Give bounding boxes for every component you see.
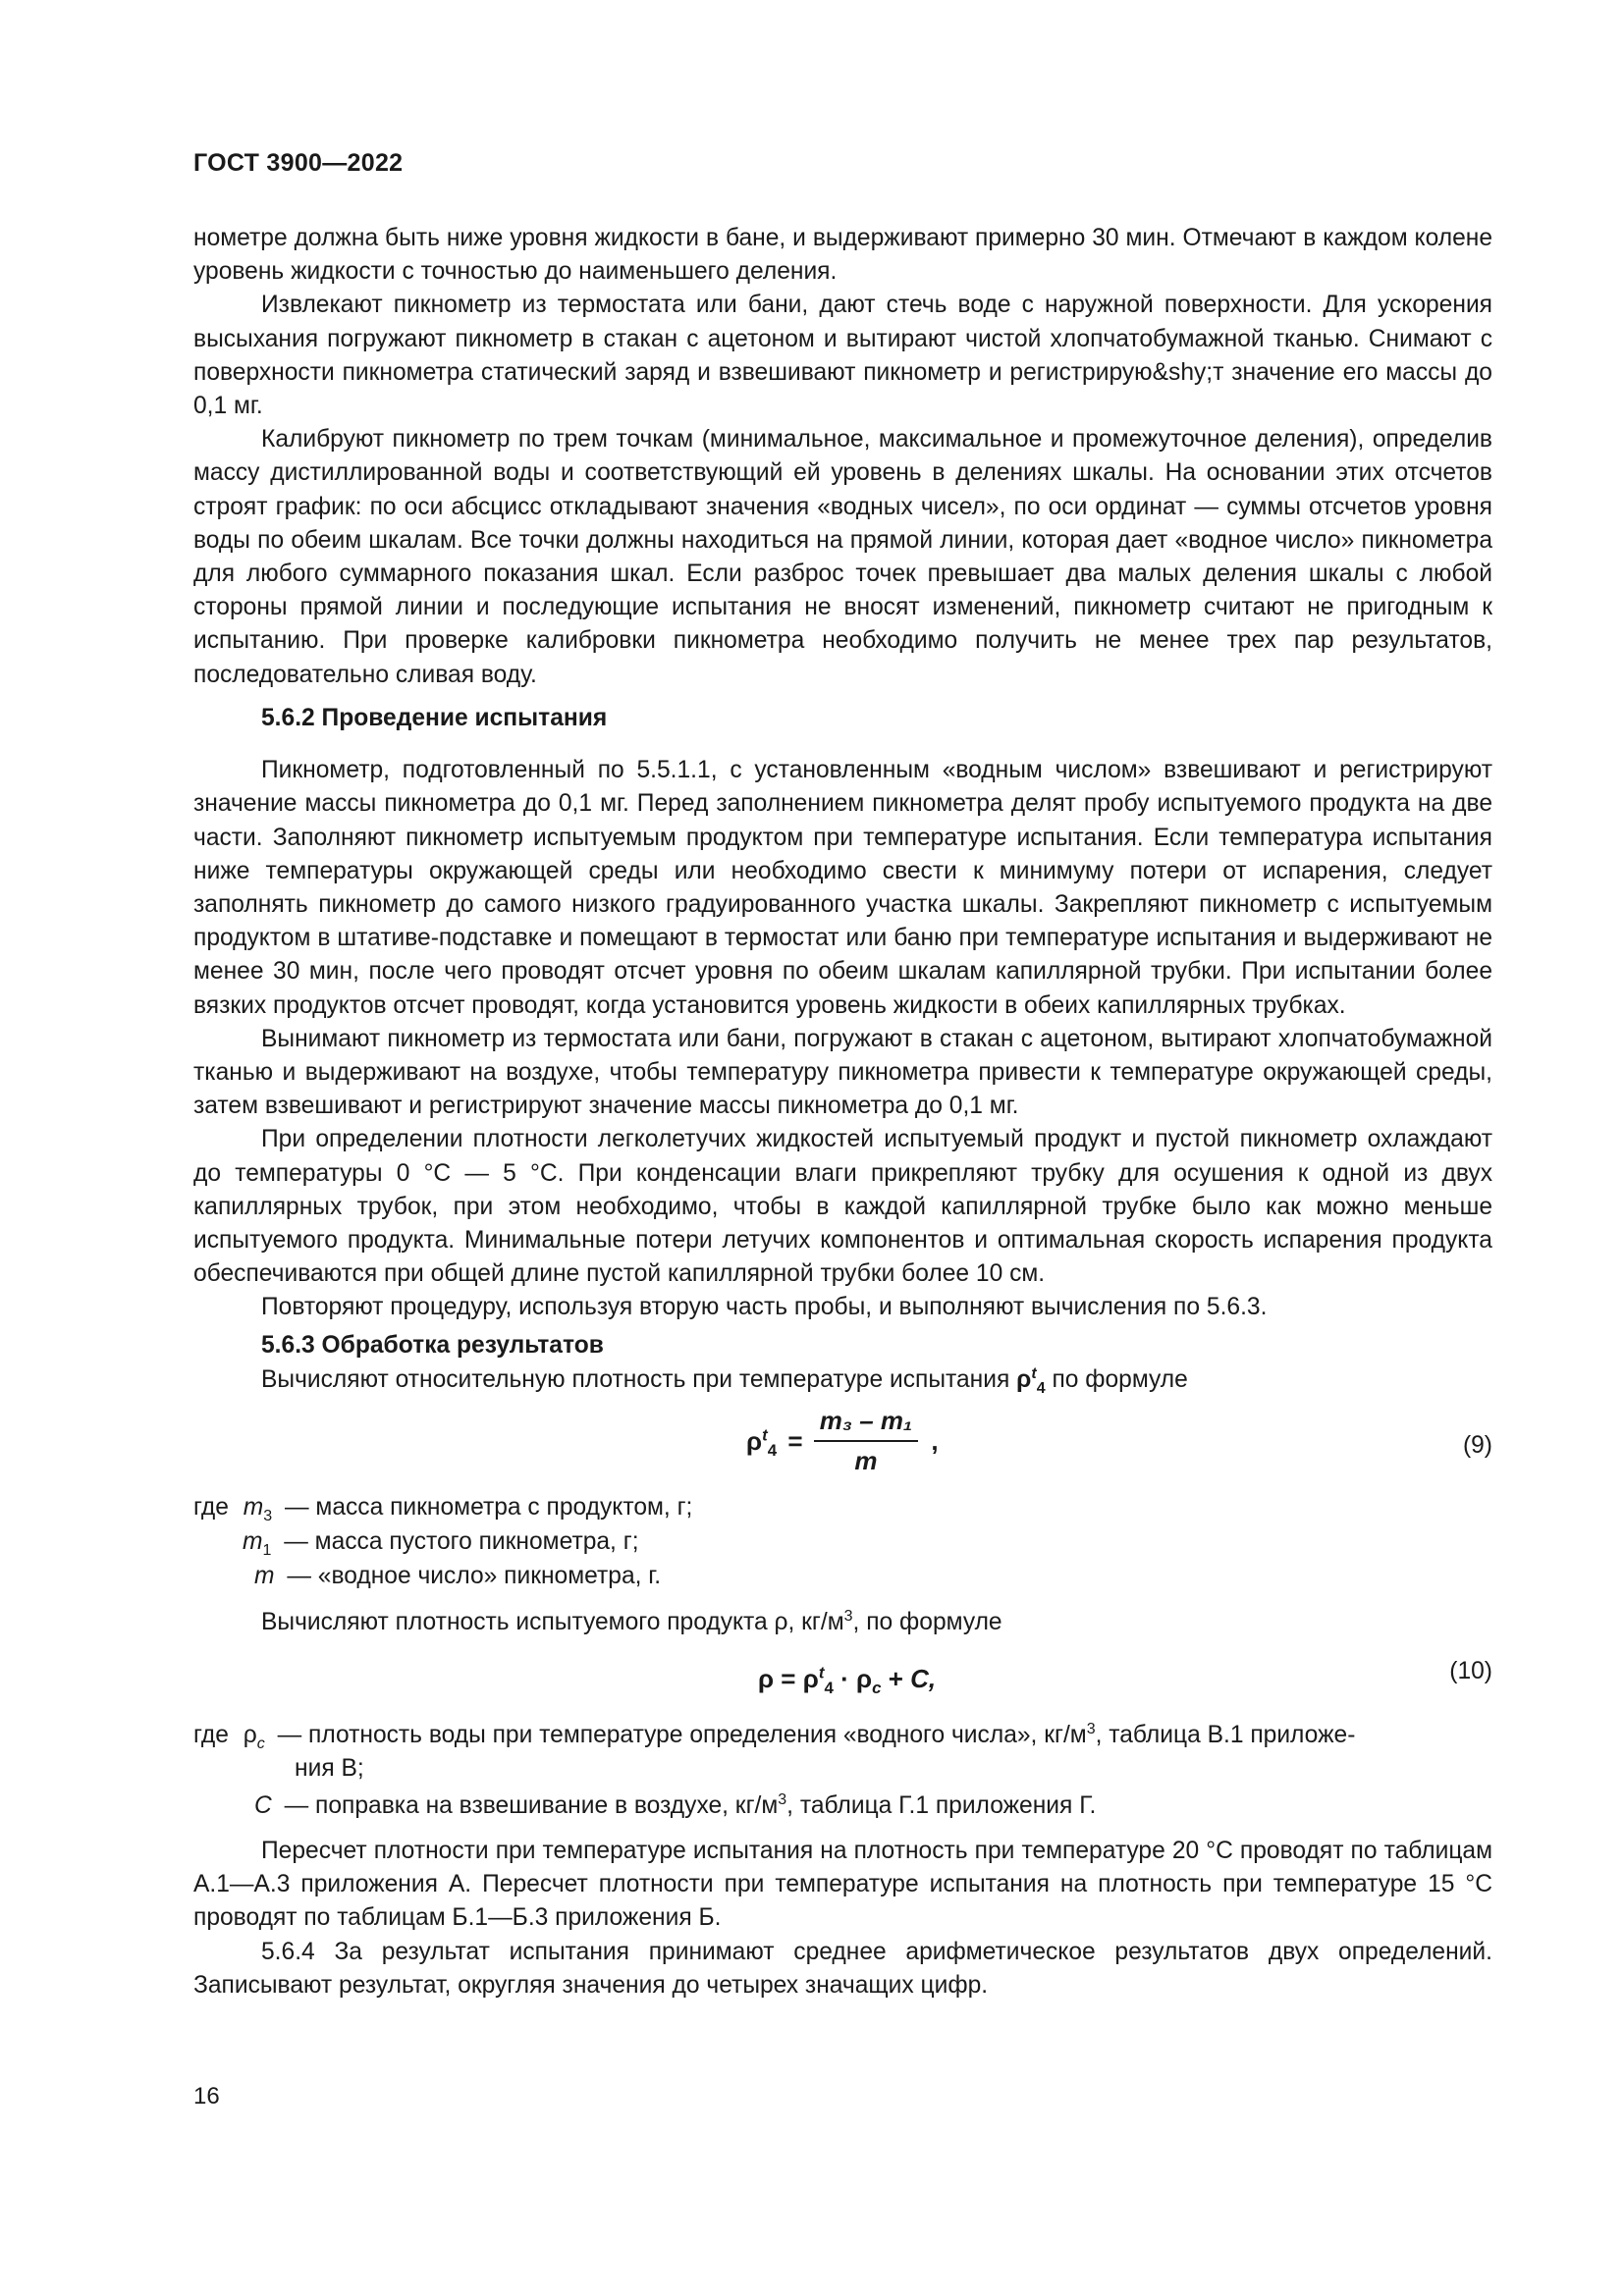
formula-9: $\rho^t_4$ = $\frac{\text{m₃ – m₁}}{m}$ , <box>746 1406 939 1475</box>
paragraph: Пикнометр, подготовленный по 5.5.1.1, с установленным «водным числом» взвешивают и регистрируют значение массы пикнометра до 0,1 мг. Перед заполнением пикнометра делят пробу испытуемого продукта на две части. Заполняют пикнометр испытуемым продуктом при температуре испытания. Если температура испытания ниже температуры окружающей среды или необходимо свести к минимуму потери от испарения, следует заполнять пикнометр до самого низкого градуированного участка шкалы. Закрепляют пикнометр с испытуемым продуктом в штативе-подставке и помещают в термостат или баню при температуре испытания и выдерживают не менее 30 мин, после чего проводят отсчет уровня по обеим шкалам капиллярной трубки. При испытании более вязких продуктов отсчет проводят, когда установится уровень жидкости в обеих капиллярных трубках. <box>193 757 1492 1019</box>
paragraph: Вынимают пикнометр из термостата или бани, погружают в стакан с ацетоном, вытирают хлопчатобумажной тканью и выдерживают на воздухе, чтобы температуру пикнометра привести к температуре окружающей среды, затем взвешивают и регистрируют значение массы пикнометра до 0,1 мг. <box>193 1025 1492 1120</box>
formula-intro-9: Вычисляют относительную плотность при температуре испытания $\rho^t_4$ по формуле <box>261 1364 1188 1397</box>
formula-10: $\rho = \rho^t_4 \cdot \rho_c + C$, <box>758 1663 937 1698</box>
equation-number-9: (9) <box>1462 1432 1492 1459</box>
paragraph: нометре должна быть ниже уровня жидкости в бане, и выдерживают примерно 30 мин. Отмечают в каждом колене уровень жидкости с точностью до наименьшего деления. <box>193 225 1492 286</box>
paragraph: Повторяют процедуру, используя вторую часть пробы, и выполняют вычисления по 5.6.3. <box>261 1294 1268 1321</box>
formula-intro-10: Вычисляют плотность испытуемого продукта ρ, $кг/м^3$, по формуле <box>261 1607 1002 1635</box>
document-header: ГОСТ 3900—2022 <box>193 149 404 177</box>
paragraph: Пересчет плотности при температуре испытания на плотность при температуре 20 °С проводят по таблицам А.1—А.3 приложения А. Пересчет плотности при температуре испытания на плотность при температуре 15 °С проводят по таблицам Б.1—Б.3 приложения Б. <box>193 1838 1492 1932</box>
section-heading: 5.6.3 Обработка результатов <box>261 1332 604 1359</box>
text-block-intro <box>193 222 1492 692</box>
paragraph-5-6-4: 5.6.4 За результат испытания принимают среднее арифметическое результатов двух определений. Записывают результат, округляя значения до четырех значащих цифр. <box>193 1938 1492 1999</box>
text-block-recalc <box>193 1835 1492 2002</box>
rho-symbol: ρ <box>1016 1366 1032 1393</box>
section-heading: 5.6.2 Проведение испытания <box>261 705 608 731</box>
section-5-6-3 <box>193 1329 1492 1362</box>
variables-list-9 <box>193 1491 692 1594</box>
variable-row-continued: ния В; <box>295 1755 364 1782</box>
paragraph: Калибруют пикнометр по трем точкам (минимальное, максимальное и промежуточное деления), определив массу дистиллированной воды и соответствующий ей уровень в делениях шкалы. На основании этих отсчетов строят график: по оси абсцисс откладывают значения «водных чисел», по оси ординат — суммы отсчетов уровня воды по обеим шкалам. Все точки должны находиться на прямой линии, которая дает «водное число» пикнометра для любого суммарного показания шкал. Если разброс точек превышает два малых деления шкалы с любой стороны прямой линии и последующие испытания не вносят изменений, пикнометр считают не пригодным к испытанию. При проверке калибровки пикнометра необходимо получить не менее трех пар результатов, последовательно сливая воду. <box>193 426 1492 688</box>
section-5-6-2 <box>193 702 1492 1325</box>
variable-row: где $\rho_c$ — плотность воды при температуре определения «водного числа», $кг/м^3$, таблица В.1 приложе- <box>193 1720 1356 1752</box>
paragraph: При определении плотности легколетучих жидкостей испытуемый продукт и пустой пикнометр охлаждают до температуры 0 °С — 5 °С. При конденсации влаги прикрепляют трубку для осушения к одной из двух капиллярных трубок, при этом необходимо, чтобы в каждой капиллярной трубке было как можно меньше испытуемого продукта. Минимальные потери летучих компонентов и оптимальная скорость испарения продукта обеспечиваются при общей длине пустой капиллярной трубки более 10 см. <box>193 1126 1492 1288</box>
page-number: 16 <box>193 2083 220 2109</box>
variable-row: C — поправка на взвешивание в воздухе, $кг/м^3$, таблица Г.1 приложения Г. <box>254 1790 1097 1819</box>
fraction: $\frac{\text{m₃ – m₁}}{m}$ <box>814 1406 918 1476</box>
variable-row: m — «водное число» пикнометра, г. <box>254 1563 662 1589</box>
equation-number-10: (10) <box>1449 1658 1492 1684</box>
paragraph: Извлекают пикнометр из термостата или бани, дают стечь воде с наружной поверхности. Для ускорения высыхания погружают пикнометр в стакан с ацетоном и вытирают чистой хлопчатобумажной тканью. Снимают с поверхности пикнометра статический заряд и взвешивают пикнометр и регистрирую&shy;т значение его массы до 0,1 мг. <box>193 292 1492 420</box>
variables-list-10 <box>193 1719 1492 1823</box>
variable-row: где $m_3$ — масса пикнометра с продуктом, г; <box>193 1494 693 1524</box>
variable-row: $m_1$ — масса пустого пикнометра, г; <box>243 1528 639 1559</box>
